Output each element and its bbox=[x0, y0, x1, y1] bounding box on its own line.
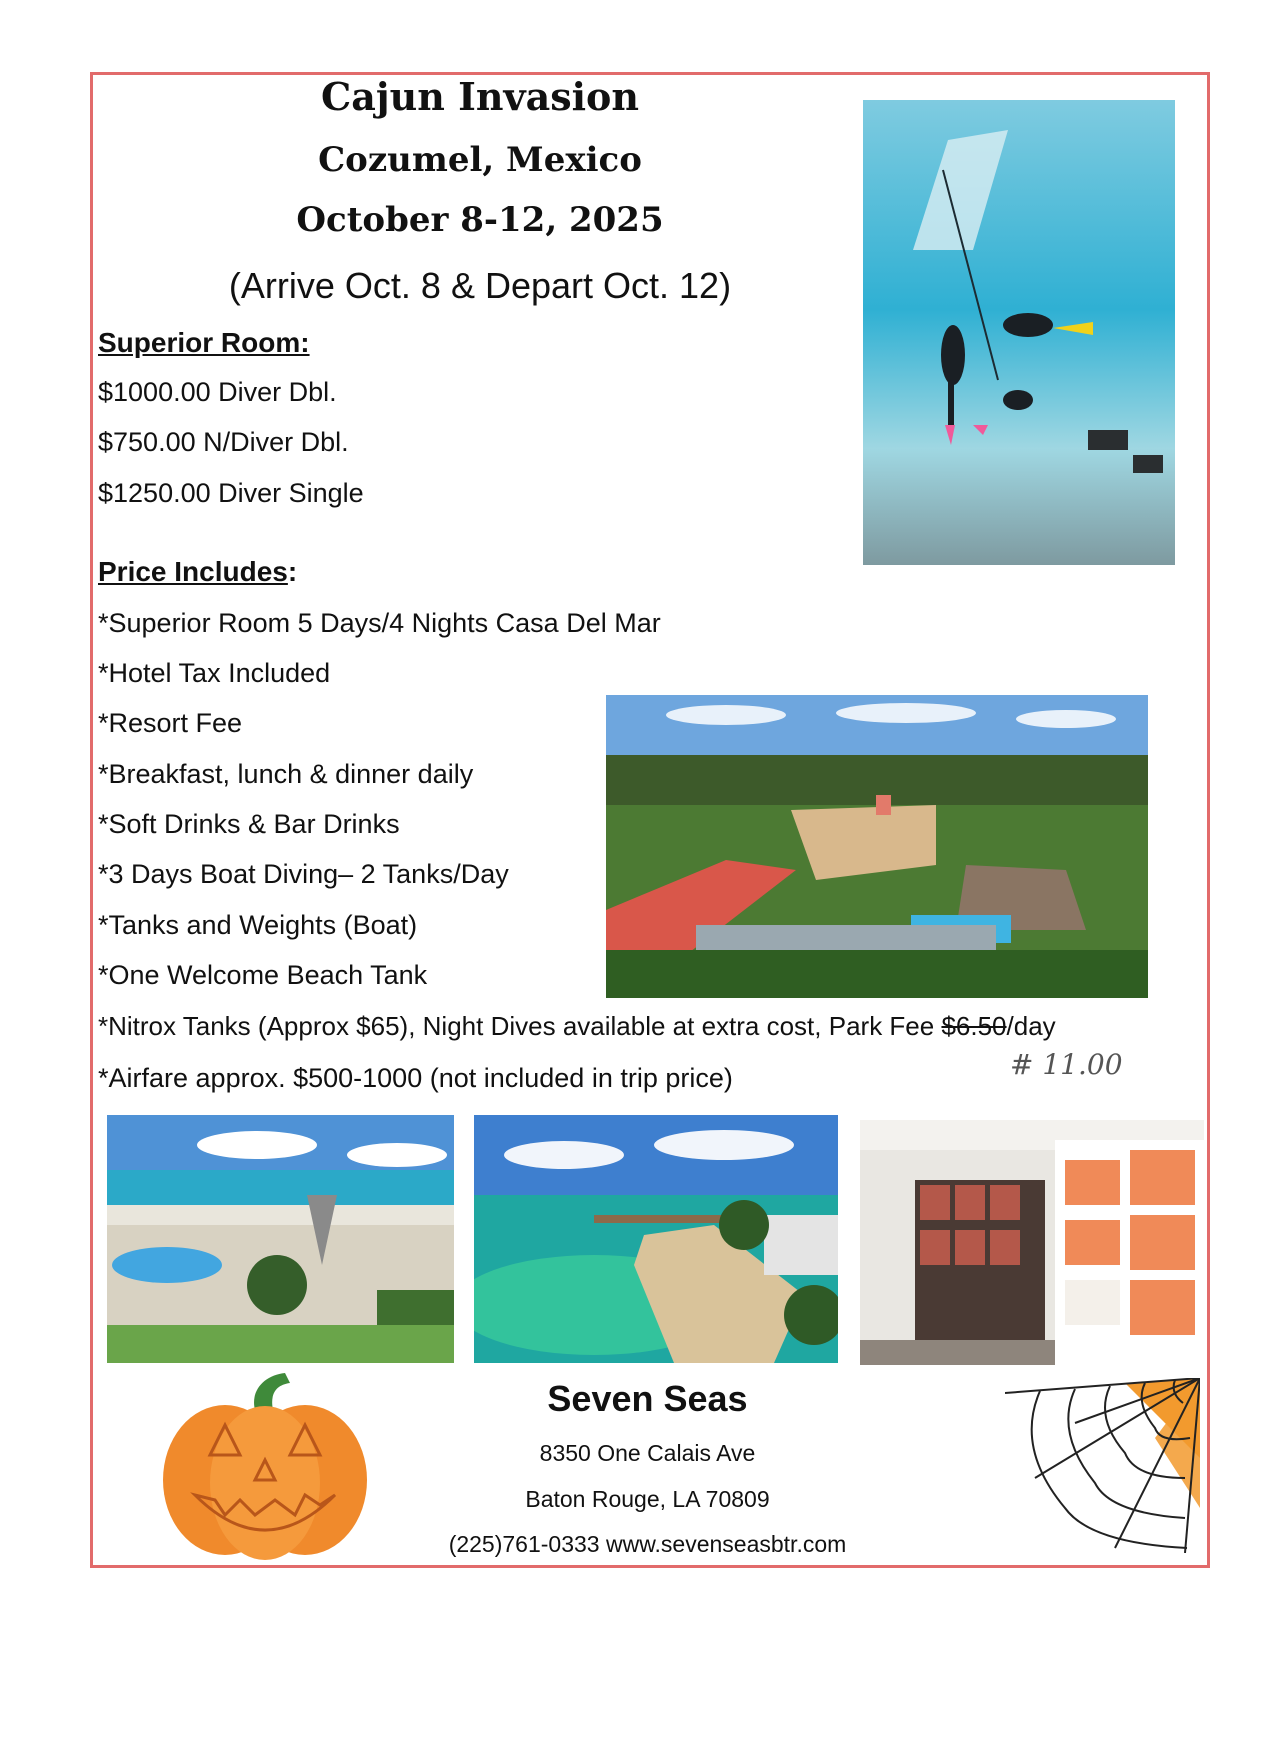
include-item: *Soft Drinks & Bar Drinks bbox=[98, 809, 400, 839]
price-includes-heading bbox=[98, 556, 297, 588]
trip-location: Cozumel, Mexico bbox=[318, 140, 642, 180]
price-diver-double: $1000.00 Diver Dbl. bbox=[98, 377, 337, 407]
nitrox-suffix: /day bbox=[1006, 1011, 1056, 1041]
price-diver-single: $1250.00 Diver Single bbox=[98, 478, 364, 508]
include-item: *One Welcome Beach Tank bbox=[98, 960, 428, 990]
include-item: *Hotel Tax Included bbox=[98, 658, 331, 688]
divers-photo bbox=[863, 100, 1175, 565]
park-fee-old: $6.50 bbox=[941, 1011, 1007, 1041]
trip-title: Cajun Invasion bbox=[320, 74, 639, 119]
include-item: *Breakfast, lunch & dinner daily bbox=[98, 759, 474, 789]
nitrox-line bbox=[98, 1011, 1056, 1042]
arrive-depart: (Arrive Oct. 8 & Depart Oct. 12) bbox=[228, 265, 732, 306]
airfare-line: *Airfare approx. $500-1000 (not included in trip price) bbox=[98, 1063, 733, 1093]
resort-aerial-photo bbox=[606, 695, 1148, 998]
spider-web-icon bbox=[1005, 1378, 1200, 1553]
include-item: *3 Days Boat Diving– 2 Tanks/Day bbox=[98, 859, 509, 889]
shop-address-2: Baton Rouge, LA 70809 bbox=[525, 1486, 770, 1512]
include-item: *Superior Room 5 Days/4 Nights Casa Del Mar bbox=[98, 608, 661, 638]
trip-dates: October 8-12, 2025 bbox=[296, 200, 664, 240]
superior-room-heading-text: Superior Room: bbox=[98, 327, 310, 358]
include-item: *Tanks and Weights (Boat) bbox=[98, 910, 418, 940]
shop-address-1: 8350 One Calais Ave bbox=[539, 1440, 756, 1466]
price-includes-colon: : bbox=[287, 556, 298, 587]
pumpkin-icon bbox=[155, 1365, 375, 1560]
superior-room-heading bbox=[98, 327, 310, 359]
tank-room-photo bbox=[860, 1120, 1204, 1365]
beach-pool-photo bbox=[107, 1115, 454, 1363]
shop-contact: (225)761-0333 www.sevenseasbtr.com bbox=[448, 1531, 847, 1557]
price-nondiver-double: $750.00 N/Diver Dbl. bbox=[98, 427, 349, 457]
shop-name: Seven Seas bbox=[547, 1378, 748, 1419]
include-item: *Resort Fee bbox=[98, 708, 243, 738]
nitrox-text: *Nitrox Tanks (Approx $65), Night Dives available at extra cost, Park Fee bbox=[98, 1011, 942, 1041]
park-fee-handwritten: # 11.00 bbox=[1010, 1048, 1123, 1081]
price-includes-heading-text: Price Includes bbox=[98, 556, 288, 587]
coast-pier-photo bbox=[474, 1115, 838, 1363]
